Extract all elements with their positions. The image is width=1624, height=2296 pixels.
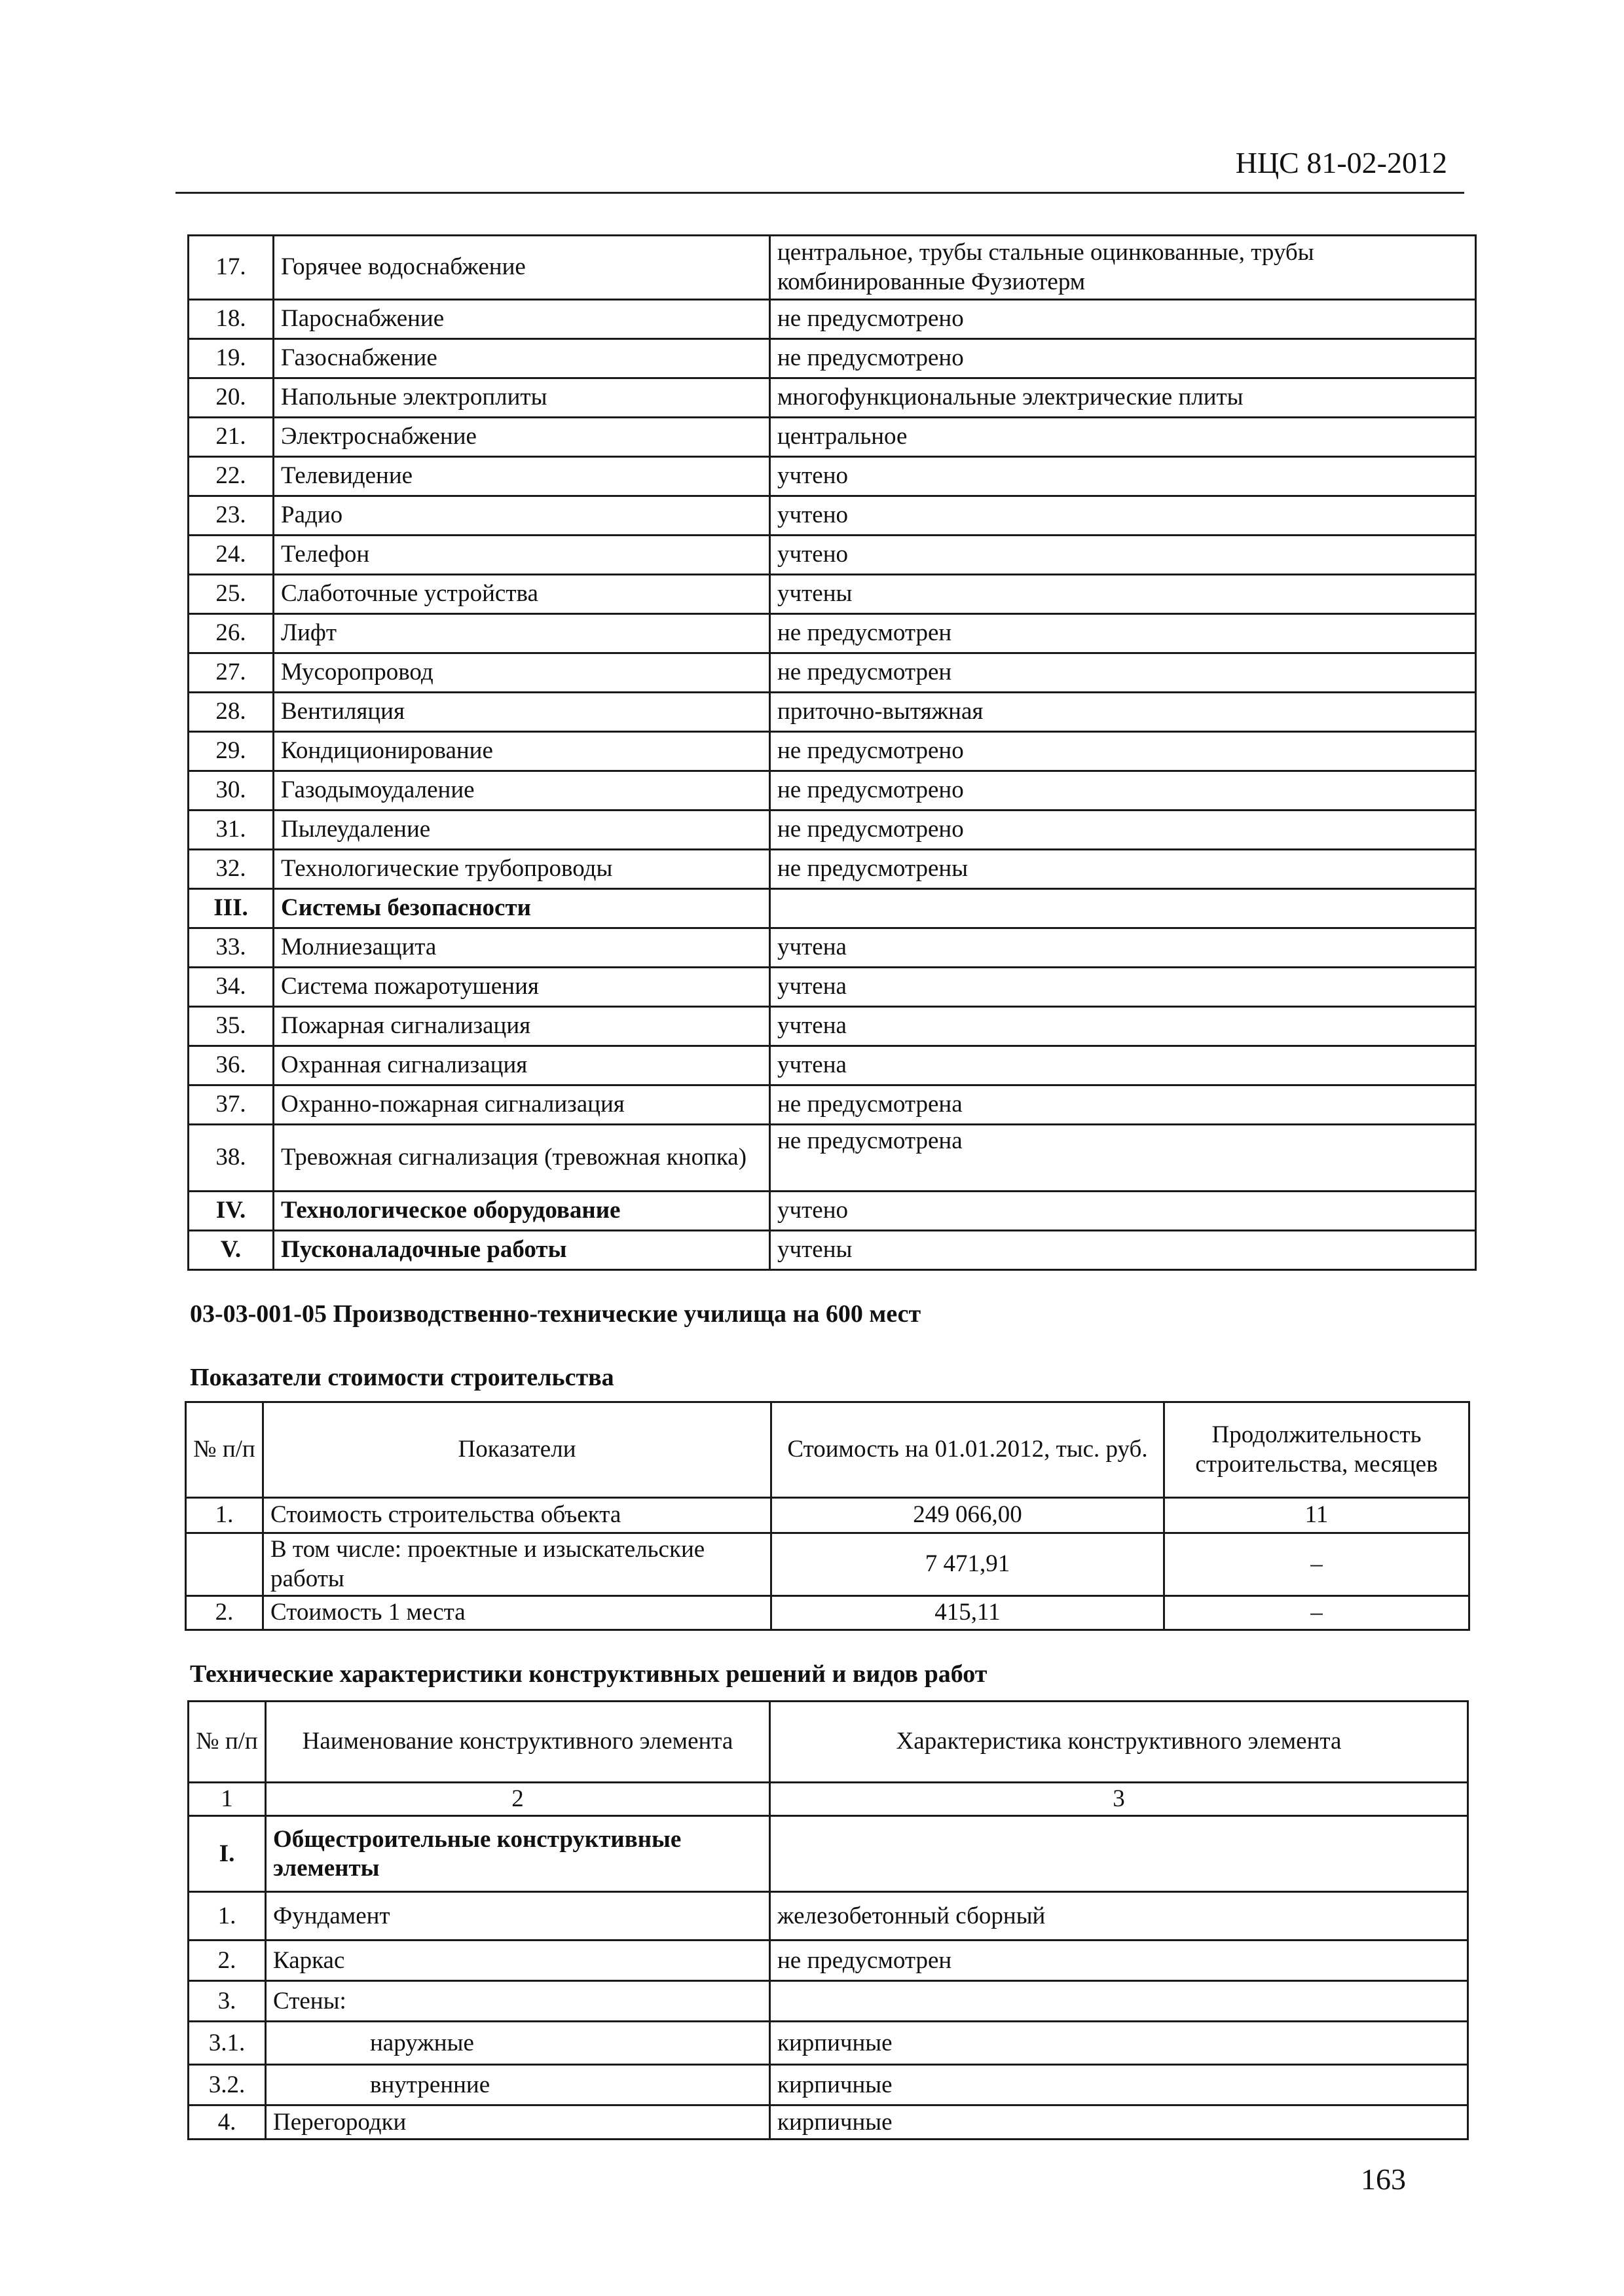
row-value: учтены [770,1231,1476,1270]
row-name: Каркас [266,1941,770,1981]
table-row [189,732,1476,771]
table-row [189,1981,1468,2022]
table-row [189,378,1476,418]
row-number: 35. [189,1007,274,1046]
header-characteristic: Характеристика конструктивного элемента [770,1702,1468,1783]
table-row [186,1596,1469,1630]
row-number: 25. [189,575,274,614]
row-number: 22. [189,457,274,496]
row-value [770,1816,1468,1892]
row-number: 34. [189,968,274,1007]
row-value: не предусмотрено [770,300,1476,339]
table-row [189,575,1476,614]
row-name: Пароснабжение [274,300,770,339]
row-number: 23. [189,496,274,536]
row-name: Пылеудаление [274,811,770,850]
row-number: 37. [189,1085,274,1125]
row-cost: 7 471,91 [771,1533,1164,1596]
table-row [189,1892,1468,1941]
row-value: кирпичные [770,2105,1468,2140]
row-number: IV. [189,1192,274,1231]
row-value: железобетонный сборный [770,1892,1468,1941]
row-value: не предусмотрена [770,1125,1476,1192]
table-row [186,1533,1469,1596]
table-row [189,693,1476,732]
row-name: Кондиционирование [274,732,770,771]
row-name: Телефон [274,536,770,575]
row-name: Мусоропровод [274,653,770,693]
row-name: Радио [274,496,770,536]
header-num: № п/п [189,1702,266,1783]
row-number: 3.1. [189,2022,266,2065]
row-number: 3.2. [189,2065,266,2105]
header-duration: Продолжительность строительства, месяцев [1164,1402,1469,1498]
row-name: Телевидение [274,457,770,496]
row-name: Технологическое оборудование [274,1192,770,1231]
row-name: Электроснабжение [274,418,770,457]
row-number: 33. [189,928,274,968]
row-number: 38. [189,1125,274,1192]
row-name: Технологические трубопроводы [274,850,770,889]
row-number: 1. [186,1498,263,1533]
continued-systems-table [187,234,1477,1271]
row-name: Пусконаладочные работы [274,1231,770,1270]
col-number-1: 1 [189,1783,266,1816]
row-number: 30. [189,771,274,811]
cost-indicators-table [185,1401,1470,1631]
row-value: учтена [770,1046,1476,1085]
row-value: кирпичные [770,2065,1468,2105]
row-value: не предусмотрен [770,1941,1468,1981]
header-cost: Стоимость на 01.01.2012, тыс. руб. [771,1402,1164,1498]
table-row [189,968,1476,1007]
column-numbers-row [189,1783,1468,1816]
row-value: не предусмотрены [770,850,1476,889]
table-row [189,1046,1476,1085]
row-duration: 11 [1164,1498,1469,1533]
row-duration: – [1164,1533,1469,1596]
row-value: центральное [770,418,1476,457]
row-name: Перегородки [266,2105,770,2140]
page-header: НЦС 81-02-2012 [1235,146,1447,179]
table-row [189,850,1476,889]
table-row [189,496,1476,536]
row-value: учтено [770,496,1476,536]
table-row [189,771,1476,811]
row-number: 32. [189,850,274,889]
table-row [189,457,1476,496]
row-name: Общестроительные конструктивные элементы [266,1816,770,1892]
row-value: не предусмотрен [770,614,1476,653]
row-name: Охранно-пожарная сигнализация [274,1085,770,1125]
row-name: Молниезащита [274,928,770,968]
row-name: Пожарная сигнализация [274,1007,770,1046]
header-rule [175,192,1464,194]
table-row [189,928,1476,968]
table-row [189,1816,1468,1892]
table-row [189,889,1476,928]
row-name: Газоснабжение [274,339,770,378]
tech-table-title: Технические характеристики конструктивных решений и видов работ [190,1660,987,1688]
row-number: 26. [189,614,274,653]
row-name-text: наружные [370,2029,474,2056]
row-number: 2. [186,1596,263,1630]
table-row [189,1231,1476,1270]
table-header-row [189,1702,1468,1783]
row-indicator: Стоимость 1 места [263,1596,771,1630]
table-row [189,2065,1468,2105]
row-number: 18. [189,300,274,339]
row-value: учтено [770,457,1476,496]
table-row [189,418,1476,457]
row-name: Газодымоудаление [274,771,770,811]
row-number: 20. [189,378,274,418]
header-name: Наименование конструктивного элемента [266,1702,770,1783]
row-number: 1. [189,1892,266,1941]
table-row [189,811,1476,850]
row-name: Вентиляция [274,693,770,732]
row-number: III. [189,889,274,928]
cost-table-title: Показатели стоимости строительства [190,1364,614,1391]
row-name [266,2022,770,2065]
row-value: не предусмотрена [770,1085,1476,1125]
table-row [189,1085,1476,1125]
row-name: Охранная сигнализация [274,1046,770,1085]
row-number: 21. [189,418,274,457]
row-name-text: внутренние [370,2071,490,2098]
header-indicator: Показатели [263,1402,771,1498]
table-row [189,2105,1468,2140]
table-row [189,653,1476,693]
row-value: учтено [770,536,1476,575]
row-value [770,889,1476,928]
row-number [186,1533,263,1596]
table-row [189,1007,1476,1046]
row-number: 24. [189,536,274,575]
row-value: не предусмотрено [770,732,1476,771]
row-value: учтена [770,968,1476,1007]
row-name: Лифт [274,614,770,653]
row-value: приточно-вытяжная [770,693,1476,732]
table-row [189,339,1476,378]
row-value: учтены [770,575,1476,614]
tech-characteristics-table [187,1700,1469,2140]
row-name: Системы безопасности [274,889,770,928]
table-row [189,1941,1468,1981]
row-cost: 249 066,00 [771,1498,1164,1533]
table-row [189,2022,1468,2065]
table-header-row [186,1402,1469,1498]
row-name: Система пожаротушения [274,968,770,1007]
page-number: 163 [1361,2162,1406,2196]
row-value: центральное, трубы стальные оцинкованные, трубы комбинированные Фузиотерм [770,236,1476,300]
table-row [189,536,1476,575]
row-value: не предусмотрено [770,811,1476,850]
row-number: 31. [189,811,274,850]
row-number: 2. [189,1941,266,1981]
row-value: кирпичные [770,2022,1468,2065]
table-row [189,236,1476,300]
row-cost: 415,11 [771,1596,1164,1630]
row-value: не предусмотрено [770,771,1476,811]
section-title: 03-03-001-05 Производственно-технические училища на 600 мест [190,1300,921,1328]
row-number: 36. [189,1046,274,1085]
row-name: Стены: [266,1981,770,2022]
row-number: V. [189,1231,274,1270]
row-name: Фундамент [266,1892,770,1941]
row-value: не предусмотрен [770,653,1476,693]
col-number-2: 2 [266,1783,770,1816]
row-value: учтена [770,928,1476,968]
row-number: I. [189,1816,266,1892]
row-number: 29. [189,732,274,771]
row-indicator: В том числе: проектные и изыскательские работы [263,1533,771,1596]
row-name [266,2065,770,2105]
row-number: 3. [189,1981,266,2022]
row-name: Тревожная сигнализация (тревожная кнопка) [274,1125,770,1192]
row-value: многофункциональные электрические плиты [770,378,1476,418]
row-name: Напольные электроплиты [274,378,770,418]
col-number-3: 3 [770,1783,1468,1816]
table-row [189,1192,1476,1231]
table-row [189,300,1476,339]
row-name: Слаботочные устройства [274,575,770,614]
row-value: учтена [770,1007,1476,1046]
row-value: не предусмотрено [770,339,1476,378]
row-value [770,1981,1468,2022]
row-number: 27. [189,653,274,693]
row-name: Горячее водоснабжение [274,236,770,300]
header-num: № п/п [186,1402,263,1498]
row-indicator: Стоимость строительства объекта [263,1498,771,1533]
row-number: 19. [189,339,274,378]
row-number: 4. [189,2105,266,2140]
row-number: 28. [189,693,274,732]
row-number: 17. [189,236,274,300]
row-value: учтено [770,1192,1476,1231]
row-duration: – [1164,1596,1469,1630]
table-row [189,1125,1476,1192]
table-row [189,614,1476,653]
table-row [186,1498,1469,1533]
